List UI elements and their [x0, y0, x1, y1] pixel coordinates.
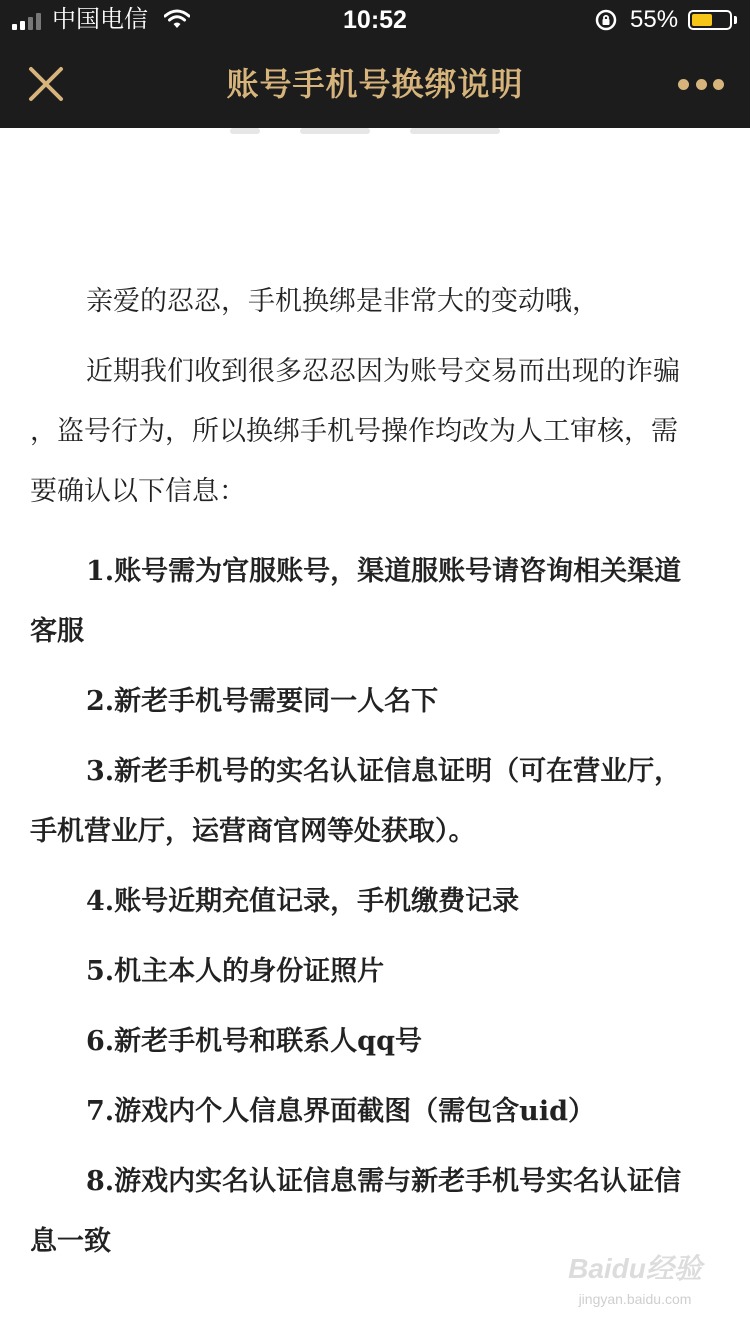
- requirement-item-6: [30, 1012, 720, 1072]
- requirement-text: 6.新老手机号和联系人qq号: [86, 1026, 422, 1057]
- requirement-text: 1.账号需为官服账号，渠道服账号请咨询相关渠道: [86, 556, 682, 587]
- battery-level-fill: [692, 14, 712, 26]
- watermark-url: jingyan.baidu.com: [578, 1291, 692, 1307]
- requirement-item-7: [30, 1082, 720, 1142]
- baidu-jingyan-watermark: [560, 1252, 710, 1316]
- more-icon[interactable]: [678, 74, 724, 94]
- requirement-text-continued: 手机营业厅，运营商官网等处获取）。: [30, 816, 476, 847]
- status-bar: [0, 0, 750, 40]
- requirement-text: 5.机主本人的身份证照片: [86, 956, 385, 987]
- requirement-text-continued: 息一致: [30, 1226, 111, 1257]
- page-title: 账号手机号换绑说明: [226, 65, 524, 103]
- requirement-text: 2.新老手机号需要同一人名下: [86, 686, 439, 717]
- requirement-item-5: [30, 942, 720, 1002]
- requirement-item-2: [30, 672, 720, 732]
- battery-tip: [734, 16, 737, 24]
- requirement-item-4: [30, 872, 720, 932]
- requirement-text-continued: 客服: [30, 616, 84, 647]
- status-time: 10:52: [343, 6, 407, 34]
- requirement-text: 3.新老手机号的实名认证信息证明（可在营业厅，: [86, 756, 682, 787]
- intro-line: 近期我们收到很多忍忍因为账号交易而出现的诈骗: [86, 356, 680, 387]
- requirement-item-1: [30, 542, 720, 662]
- intro-line: 要确认以下信息：: [30, 476, 246, 507]
- greeting-text: 亲爱的忍忍，手机换绑是非常大的变动哦，: [86, 286, 599, 317]
- battery-percent: 55%: [630, 6, 679, 33]
- battery-icon: [688, 10, 732, 30]
- navigation-bar: [0, 40, 750, 128]
- requirement-text: 7.游戏内个人信息界面截图（需包含uid）: [86, 1096, 595, 1127]
- orientation-lock-icon: [594, 9, 618, 31]
- requirement-text: 4.账号近期充值记录，手机缴费记录: [86, 886, 520, 917]
- requirement-item-3: [30, 742, 720, 862]
- watermark-brand: Baidu经验: [568, 1253, 702, 1284]
- decorative-banner-remnant: [230, 128, 550, 136]
- carrier-name: 中国电信: [52, 6, 148, 33]
- requirement-text: 8.游戏内实名认证信息需与新老手机号实名认证信: [86, 1166, 682, 1197]
- intro-line: ，盗号行为，所以换绑手机号操作均改为人工审核，需: [30, 416, 678, 447]
- article-content: [0, 128, 750, 1334]
- greeting-paragraph: [30, 272, 720, 332]
- intro-paragraph: [30, 342, 720, 522]
